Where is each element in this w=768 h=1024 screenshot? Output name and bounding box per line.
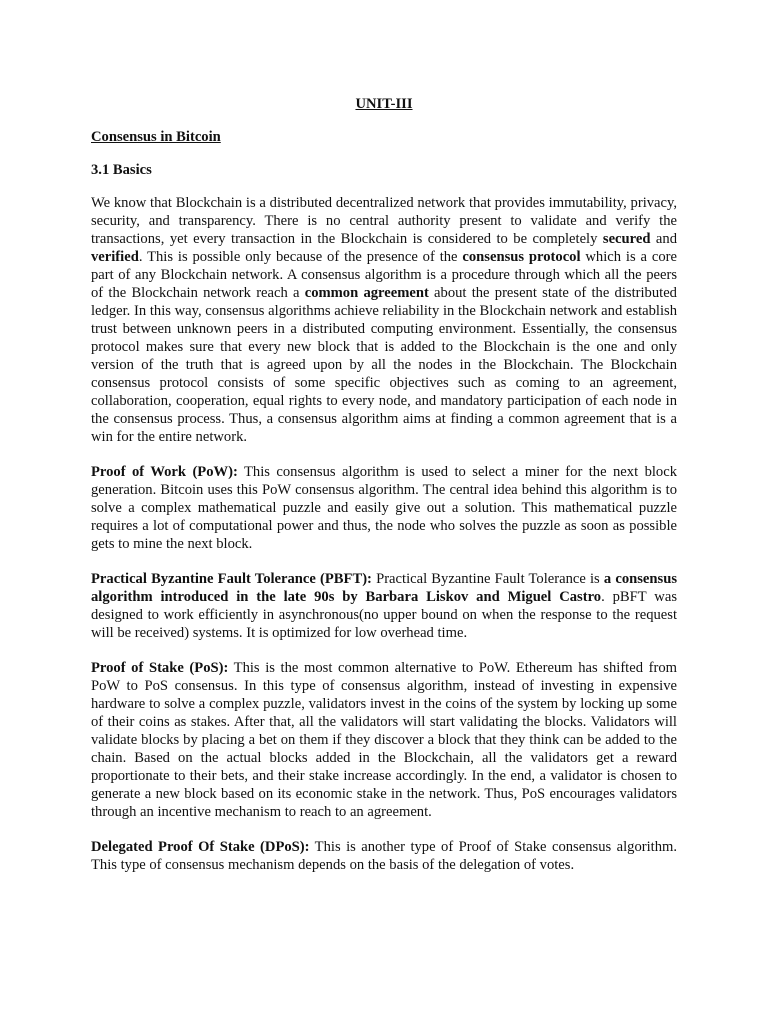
intro-paragraph — [91, 194, 677, 446]
intro-text-1: We know that Blockchain is a distributed decentralized network that provides immutability, privacy, security, and transparency. There is no central authority present to validate and verify the transactions, yet every transaction in the Blockchain is considered to be completely — [91, 195, 677, 247]
pos-paragraph — [91, 659, 677, 821]
document-page — [91, 95, 677, 891]
intro-bold-verified: verified — [91, 249, 139, 265]
pbft-text-2: . pBFT was designed to work efficiently in asynchronous(no upper bound on when the response to the request will be received) systems. It is optimized for low overhead time. — [91, 589, 677, 641]
pbft-label: Practical Byzantine Fault Tolerance (PBFT): — [91, 571, 372, 587]
pow-text: This consensus algorithm is used to select a miner for the next block generation. Bitcoin uses this PoW consensus algorithm. The central idea behind this algorithm is to solve a complex mathematical puzzle and easily give out a solution. This mathematical puzzle requires a lot of computational power and thus, the node who solves the puzzle as soon as possible gets to mine the next block. — [91, 464, 677, 552]
dpos-paragraph — [91, 838, 677, 874]
intro-text-5: about the present state of the distributed ledger. In this way, consensus algorithms achieve reliability in the Blockchain network and establish trust between unknown peers in a distributed computing environment. Essentially, the consensus protocol makes sure that every new block that is added to the Blockchain is the one and only version of the truth that is agreed upon by all the nodes in the Blockchain. The Blockchain consensus protocol consists of some specific objectives such as coming to an agreement, collaboration, cooperation, equal rights to every node, and mandatory participation of each node in the consensus process. Thus, a consensus algorithm aims at finding a common agreement that is a win for the entire network. — [91, 285, 677, 445]
dpos-label: Delegated Proof Of Stake (DPoS): — [91, 839, 310, 855]
dpos-text: This is another type of Proof of Stake consensus algorithm. This type of consensus mechanism depends on the basis of the delegation of votes. — [91, 839, 678, 873]
sub-heading: 3.1 Basics — [91, 162, 152, 178]
intro-text-3: . This is possible only because of the presence of the — [138, 249, 463, 265]
pow-label: Proof of Work (PoW): — [91, 464, 238, 480]
pos-text: This is the most common alternative to PoW. Ethereum has shifted from PoW to PoS consensus. In this type of consensus algorithm, instead of investing in expensive hardware to solve a complex puzzle, validators invest in the coins of the system by locking up some of their coins as stakes. After that, all the validators will start validating the blocks. Validators will validate blocks by placing a bet on them if they discover a block that they think can be added to the chain. Based on the actual blocks added in the Blockchain, all the validators get a reward proportionate to their bets, and their stake increase accordingly. In the end, a validator is chosen to generate a new block based on its economic stake in the network. Thus, PoS encourages validators through an incentive mechanism to reach to an agreement. — [91, 660, 677, 820]
pbft-paragraph — [91, 570, 677, 642]
section-heading: Consensus in Bitcoin — [91, 129, 221, 145]
intro-bold-secured: secured — [602, 231, 651, 247]
pos-label: Proof of Stake (PoS): — [91, 660, 229, 676]
pbft-text-1: Practical Byzantine Fault Tolerance is — [371, 571, 604, 587]
intro-bold-common-agreement: common agreement — [304, 285, 429, 301]
pbft-bold-definition: a consensus algorithm introduced in the late 90s by Barbara Liskov and Miguel Castro — [91, 571, 678, 605]
intro-text-4: which is a core part of any Blockchain network. A consensus algorithm is a procedure through which all the peers of the Blockchain network reach a — [91, 249, 677, 301]
unit-title: UNIT-III — [355, 96, 413, 112]
intro-text-2: and — [650, 231, 677, 247]
intro-bold-consensus-protocol: consensus protocol — [462, 249, 581, 265]
pow-paragraph — [91, 463, 677, 553]
